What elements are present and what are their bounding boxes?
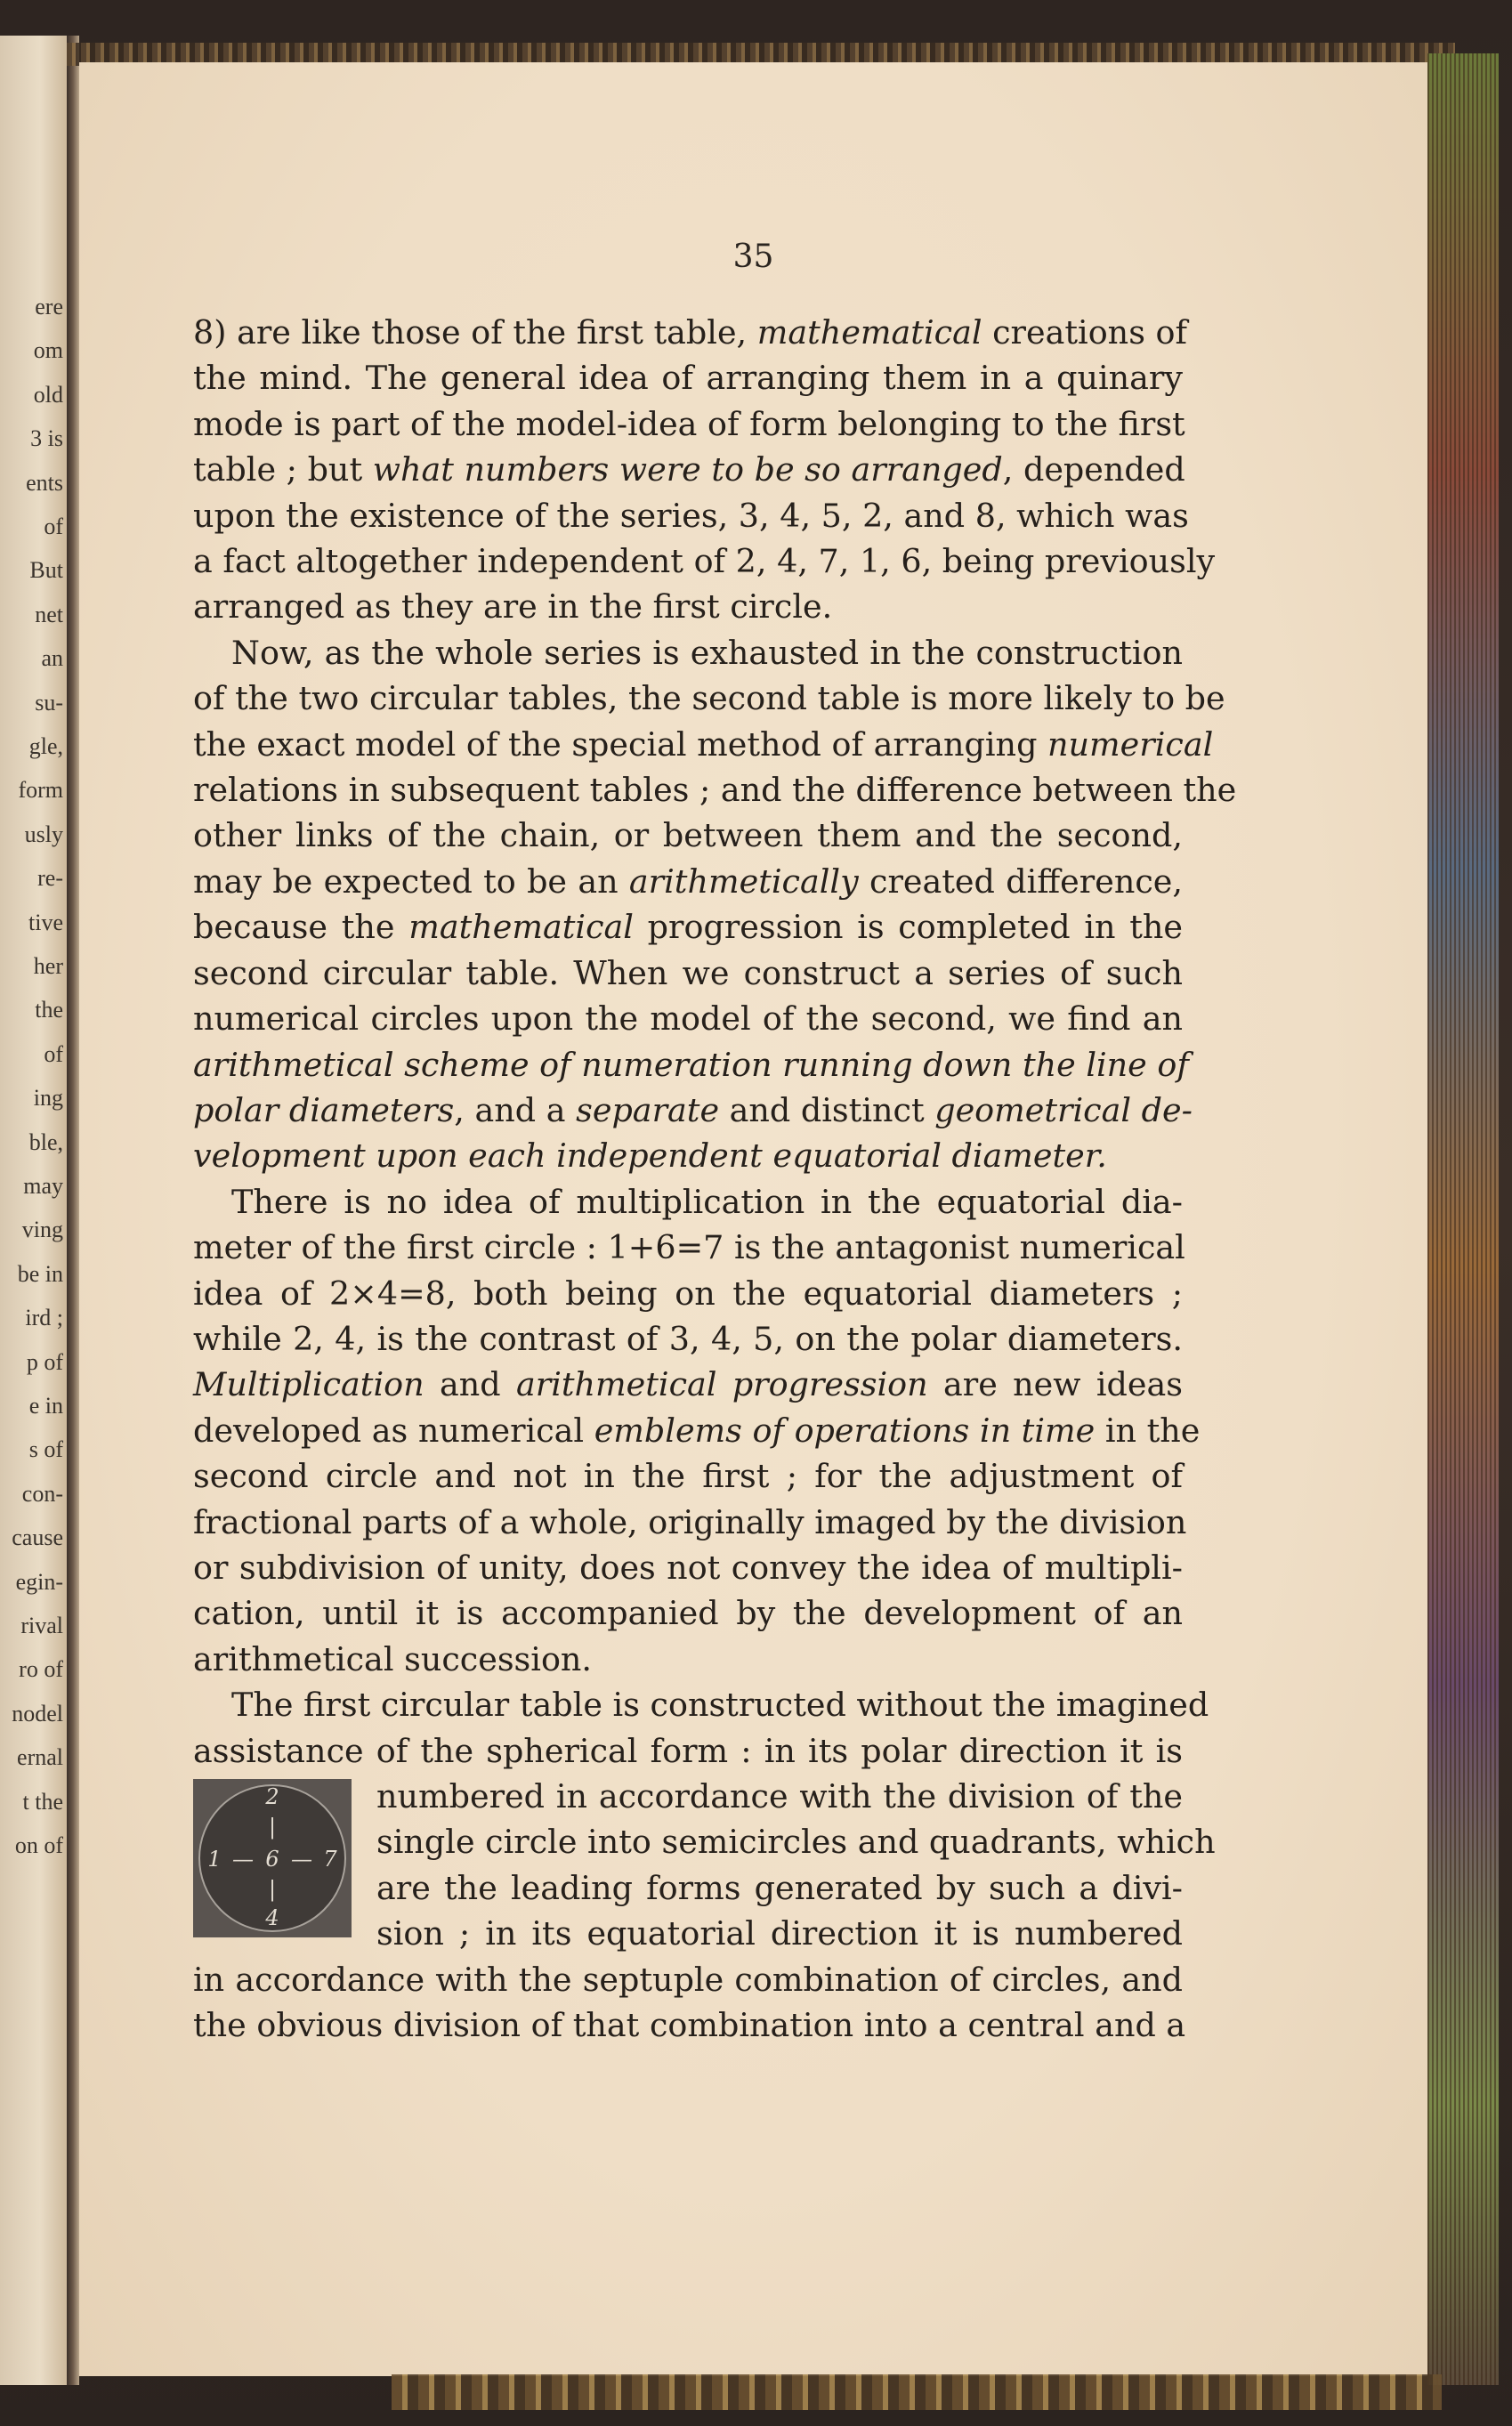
figure-bar-lower: | <box>268 1877 277 1902</box>
figure-dash-left: — <box>232 1847 254 1872</box>
figure-label-bottom: 4 <box>265 1905 279 1930</box>
left-page-edge <box>0 36 67 2385</box>
text-line: fractional parts of a whole, originally imaged by the division <box>193 1502 1187 1541</box>
text-line: while 2, 4, is the contrast of 3, 4, 5, on the polar diameters. <box>193 1319 1183 1358</box>
figure-block <box>193 1774 1216 1957</box>
left-page-fragment: om <box>33 337 63 364</box>
left-page-fragment: con- <box>21 1480 63 1507</box>
text-line: developed as numerical emblems of operations in time in the <box>193 1411 1201 1450</box>
left-page-fragment: ernal <box>17 1744 63 1771</box>
text-line: a fact altogether independent of 2, 4, 7, 1, 6, being previously <box>193 542 1216 581</box>
left-page-fragment: 3 is <box>30 425 63 452</box>
left-page-fragment: be in <box>17 1260 63 1287</box>
paragraph <box>193 1682 1216 2048</box>
left-page-fragment: e in <box>28 1393 63 1419</box>
text-line: 8) are like those of the first table, mathematical creations of <box>193 313 1188 352</box>
text-line: arithmetical succession. <box>193 1639 593 1678</box>
figure-label-top: 2 <box>265 1784 279 1809</box>
page <box>79 62 1427 2376</box>
text-line: single circle into semicircles and quadrants, which <box>376 1823 1216 1862</box>
text-line: numbered in accordance with the division of the <box>376 1777 1183 1815</box>
figure-label-center: 6 <box>265 1847 279 1872</box>
text-line: the obvious division of that combination into a central and a <box>193 2006 1186 2044</box>
left-page-fragment: p of <box>26 1348 63 1375</box>
left-page-fragment: usly <box>24 821 63 847</box>
left-page-fragment: re- <box>37 865 63 892</box>
left-page-fragment: ing <box>33 1085 63 1112</box>
text-line: The first circular table is constructed without the imagined <box>231 1686 1209 1725</box>
left-page-fragment: her <box>33 953 63 979</box>
figure-dash-right: — <box>291 1847 312 1872</box>
bottom-binding-band <box>392 2374 1442 2410</box>
left-page-fragment: rival <box>20 1613 63 1638</box>
left-page-fragment: But <box>29 557 63 584</box>
text-line: other links of the chain, or between them and the second, <box>193 816 1183 855</box>
left-page-fragment: the <box>35 997 63 1023</box>
text-line: may be expected to be an arithmetically created difference, <box>193 861 1183 901</box>
figure-label-left: 1 <box>207 1847 222 1872</box>
left-page-fragment: form <box>18 777 63 804</box>
left-page-fragment: ving <box>21 1217 63 1243</box>
left-page-fragment: old <box>33 381 63 408</box>
left-page-fragment: of <box>44 514 63 539</box>
text-line: velopment upon each independent equatorial diameter. <box>193 1136 1107 1176</box>
figure-side-text <box>376 1774 1216 1957</box>
text-line: second circle and not in the first ; for the adjustment of <box>193 1457 1183 1496</box>
circular-table-figure <box>193 1779 352 1937</box>
left-page-fragment: ents <box>26 469 63 496</box>
left-page-fragment: of <box>44 1040 63 1067</box>
text-line: upon the existence of the series, 3, 4, 5, 2, and 8, which was <box>193 496 1189 535</box>
paragraph <box>193 1179 1201 1682</box>
left-page-fragment: ird ; <box>25 1305 63 1331</box>
left-page-fragment: on of <box>14 1832 63 1858</box>
left-page-fragment: egin- <box>15 1568 63 1595</box>
left-page-fragment: su- <box>35 689 63 716</box>
text-line: in accordance with the septuple combination of circles, and <box>193 1960 1183 1999</box>
text-line: relations in subsequent tables ; and the difference between the <box>193 771 1237 810</box>
left-page-fragment: tive <box>28 909 63 935</box>
body-text <box>193 310 1237 2048</box>
left-page-fragment: nodel <box>12 1700 63 1727</box>
text-line: assistance of the spherical form : in its polar direction it is <box>193 1731 1183 1770</box>
left-page-fragment: s of <box>28 1436 63 1463</box>
text-line: the mind. The general idea of arranging them in a quinary <box>193 359 1183 398</box>
text-line: numerical circles upon the model of the second, we find an <box>193 999 1183 1039</box>
text-line: or subdivision of unity, does not convey the idea of multipli- <box>193 1548 1183 1587</box>
figure-label-right: 7 <box>323 1847 337 1872</box>
text-line: because the mathematical progression is completed in the <box>193 908 1183 947</box>
text-line: arithmetical scheme of numeration running down the line of <box>193 1045 1189 1084</box>
marbled-fore-edge <box>1427 53 1499 2385</box>
text-line: the exact model of the special method of arranging numerical <box>193 724 1214 764</box>
text-line: of the two circular tables, the second table is more likely to be <box>193 679 1225 718</box>
left-page-fragment: ro of <box>19 1656 63 1683</box>
text-line: cation, until it is accompanied by the development of an <box>193 1594 1183 1633</box>
left-page-fragment: cause <box>12 1524 63 1551</box>
text-line: polar diameters, and a separate and distinct geometrical de- <box>193 1090 1193 1129</box>
text-line: mode is part of the model-idea of form belonging to the first <box>193 404 1185 443</box>
left-page-fragment: may <box>23 1173 63 1199</box>
paragraph <box>193 630 1237 1179</box>
text-line: Multiplication and arithmetical progression are new ideas <box>193 1365 1183 1404</box>
left-page-fragment: ere <box>35 294 63 319</box>
text-line: second circular table. When we construct a series of such <box>193 953 1183 992</box>
left-page-fragment: ble, <box>28 1128 63 1155</box>
text-line: There is no idea of multiplication in the equatorial dia- <box>231 1182 1183 1221</box>
book-gutter <box>67 36 79 2385</box>
text-line: table ; but what numbers were to be so arranged, depended <box>193 450 1185 489</box>
left-page-fragment: an <box>41 645 63 672</box>
text-line: Now, as the whole series is exhausted in the construction <box>231 633 1183 672</box>
paragraph <box>193 310 1216 630</box>
text-line: are the leading forms generated by such a divi- <box>376 1868 1183 1907</box>
page-number: 35 <box>732 239 774 275</box>
text-line: meter of the first circle : 1+6=7 is the antagonist numerical <box>193 1228 1185 1267</box>
left-page-fragment: t the <box>22 1788 63 1815</box>
figure-bar-upper: | <box>268 1815 277 1840</box>
text-line: idea of 2×4=8, both being on the equatorial diameters ; <box>193 1274 1183 1313</box>
left-page-fragment: gle, <box>28 733 63 759</box>
text-line: sion ; in its equatorial direction it is numbered <box>376 1914 1183 1953</box>
text-line: arranged as they are in the first circle. <box>193 587 833 627</box>
left-page-fragment: net <box>35 601 63 627</box>
